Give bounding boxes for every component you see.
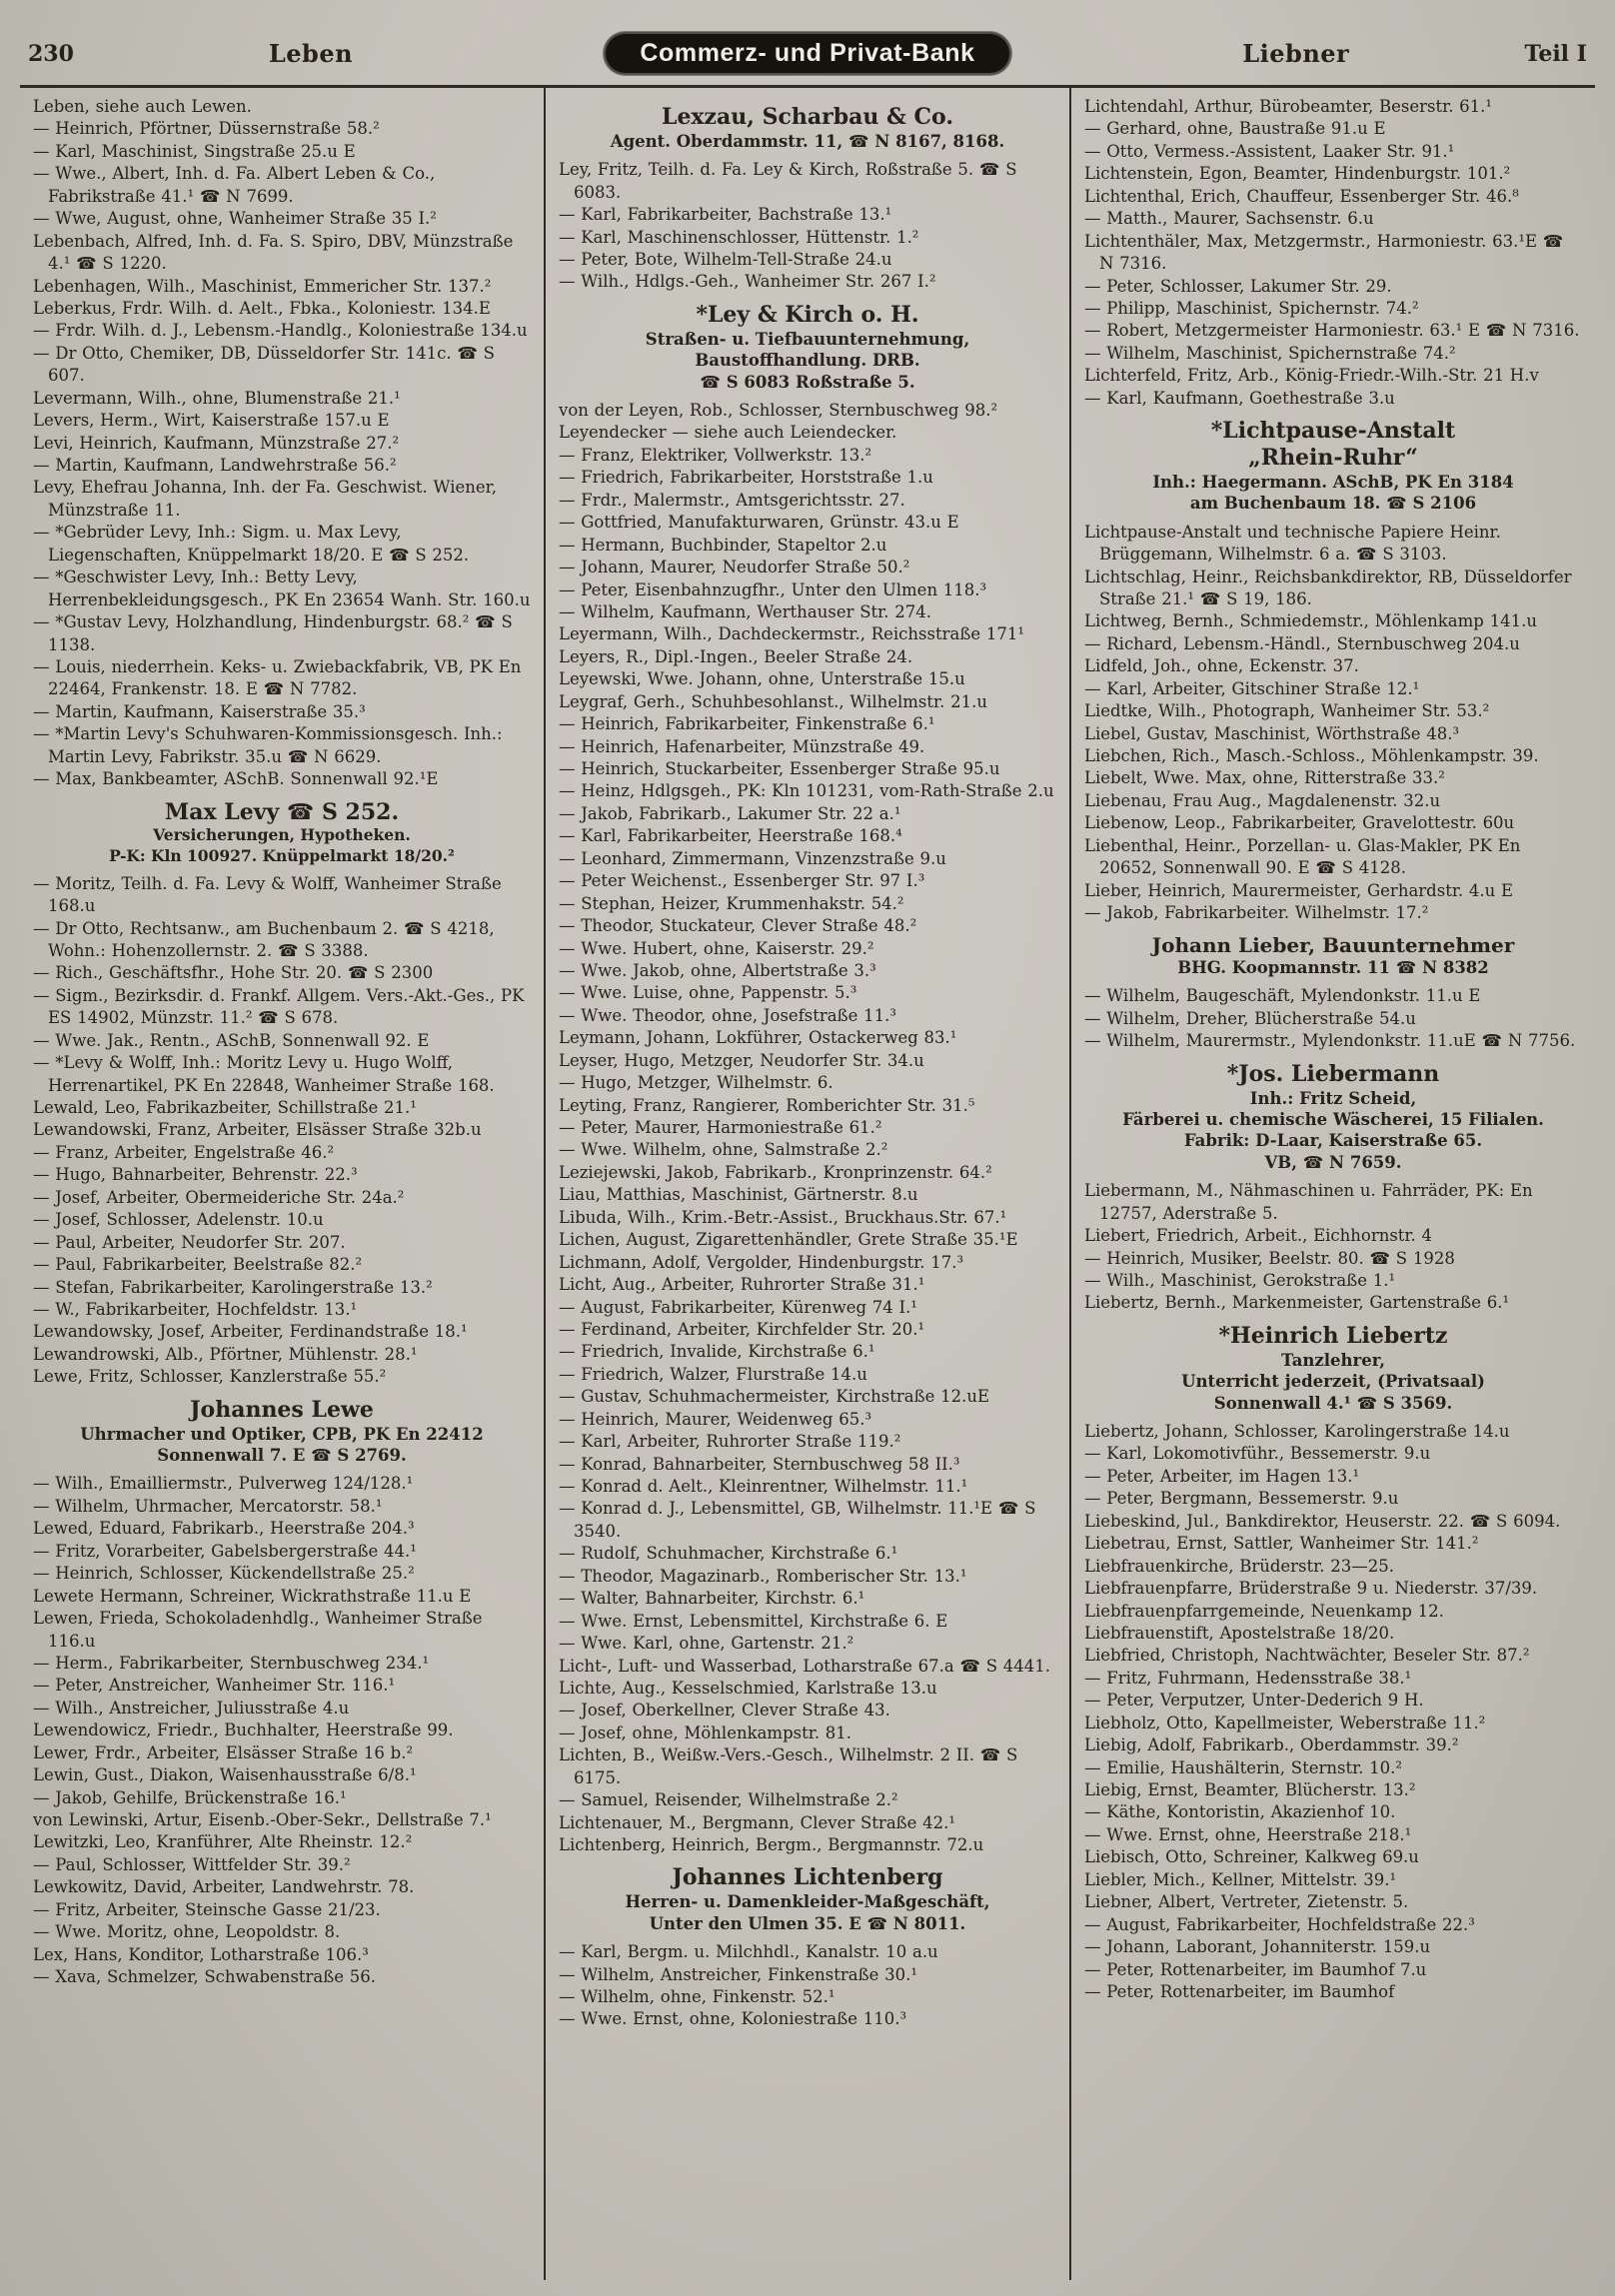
column-1 xyxy=(20,88,544,2280)
directory-entry: Lewer, Frdr., Arbeiter, Elsässer Straße 16 b.² xyxy=(33,1742,414,1762)
ad-line: Tanzlehrer, xyxy=(1281,1350,1385,1370)
directory-entry: — Wwe. Theodor, ohne, Josefstraße 11.³ xyxy=(559,1005,897,1025)
ad-line: Lexzau, Scharbau & Co. xyxy=(661,104,954,130)
ad-line: *Jos. Liebermann xyxy=(1226,1060,1440,1087)
directory-entry: — Paul, Fabrikarbeiter, Beelstraße 82.² xyxy=(33,1255,363,1275)
directory-entry: — Peter, Eisenbahnzugfhr., Unter den Ulmen 118.³ xyxy=(559,579,987,599)
directory-entry: — Peter, Bote, Wilhelm-Tell-Straße 24.u xyxy=(559,250,892,270)
directory-entry: Liebenau, Frau Aug., Magdalenenstr. 32.u xyxy=(1084,790,1441,810)
directory-entry: Lidfeld, Joh., ohne, Eckenstr. 37. xyxy=(1084,656,1359,676)
directory-entry: — Wwe, August, ohne, Wanheimer Straße 35 I.² xyxy=(33,209,437,229)
directory-entry: Lichte, Aug., Kesselschmied, Karlstraße 13.u xyxy=(559,1678,937,1698)
ad-line: Inh.: Haegermann. ASchB, PK En 3184 xyxy=(1152,472,1514,492)
display-ad xyxy=(35,799,529,866)
directory-entry: — Dr Otto, Rechtsanw., am Buchenbaum 2. ☎ S 4218, Wohn.: Hohenzollernstr. 2. ☎ S 3388. xyxy=(33,918,495,960)
directory-entry: Liebetrau, Ernst, Sattler, Wanheimer Str. 141.² xyxy=(1084,1534,1479,1554)
directory-entry: Lex, Hans, Konditor, Lotharstraße 106.³ xyxy=(33,1944,369,1964)
directory-entry: Liebertz, Bernh., Markenmeister, Gartenstraße 6.¹ xyxy=(1084,1293,1510,1313)
directory-entry: — Wwe. Wilhelm, ohne, Salmstraße 2.² xyxy=(559,1140,888,1160)
ad-line: *Heinrich Liebertz xyxy=(1218,1322,1448,1349)
directory-entry: Liedtke, Wilh., Photograph, Wanheimer Str. 53.² xyxy=(1084,701,1490,721)
directory-entry: Liebig, Ernst, Beamter, Blücherstr. 13.² xyxy=(1084,1780,1416,1800)
ad-line: am Buchenbaum 18. ☎ S 2106 xyxy=(1189,494,1477,514)
directory-entry: — Leonhard, Zimmermann, Vinzenzstraße 9.u xyxy=(559,848,946,868)
directory-entry: — Rudolf, Schuhmacher, Kirchstraße 6.¹ xyxy=(559,1544,898,1564)
directory-entry: Levy, Ehefrau Johanna, Inh. der Fa. Geschwist. Wiener, Münzstraße 11. xyxy=(33,478,497,520)
directory-entry: — Konrad, Bahnarbeiter, Sternbuschweg 58 II.³ xyxy=(559,1454,960,1474)
ad-line: Johannes Lichtenberg xyxy=(672,1864,943,1891)
header-left xyxy=(28,39,548,68)
directory-entry: Lewkowitz, David, Arbeiter, Landwehrstr. 78. xyxy=(33,1877,415,1897)
directory-entry: — Peter, Rottenarbeiter, im Baumhof xyxy=(1084,1981,1395,2001)
directory-entry: — *Geschwister Levy, Inh.: Betty Levy, Herrenbekleidungsgesch., PK En 23654 Wanh. Str. 160.u xyxy=(33,568,531,609)
directory-entry: Liebenow, Leop., Fabrikarbeiter, Gravelottestr. 60u xyxy=(1084,813,1515,833)
directory-entry: Lichtpause-Anstalt und technische Papiere Heinr. Brüggemann, Wilhelmstr. 6 a. ☎ S 3103. xyxy=(1084,522,1501,565)
directory-entry: — Karl, Lokomotivführ., Bessemerstr. 9.u xyxy=(1084,1444,1431,1464)
directory-entry: Liebelt, Wwe. Max, ohne, Ritterstraße 33.² xyxy=(1084,768,1445,788)
directory-entry: — Karl, Kaufmann, Goethestraße 3.u xyxy=(1084,388,1395,408)
directory-entry: — *Gustav Levy, Holzhandlung, Hindenburgstr. 68.² ☎ S 1138. xyxy=(33,612,513,654)
directory-entry: — Wilhelm, Uhrmacher, Mercatorstr. 58.¹ xyxy=(33,1496,383,1516)
directory-entry: Levi, Heinrich, Kaufmann, Münzstraße 27.² xyxy=(33,433,400,453)
ad-line: Inh.: Fritz Scheid, xyxy=(1249,1088,1417,1108)
display-ad xyxy=(561,104,1054,152)
directory-entry: — Franz, Elektriker, Vollwerkstr. 13.² xyxy=(559,445,872,465)
directory-entry: — Wilhelm, Anstreicher, Finkenstraße 30.¹ xyxy=(559,1964,917,1984)
ad-line: Baustoffhandlung. DRB. xyxy=(695,351,920,371)
directory-entry: Lichtweg, Bernh., Schmiedemstr., Möhlenkamp 141.u xyxy=(1084,611,1537,631)
display-ad xyxy=(1086,418,1580,515)
running-head-left: Leben xyxy=(268,39,354,68)
directory-entry: — Wwe., Albert, Inh. d. Fa. Albert Leben & Co., Fabrikstraße 41.¹ ☎ N 7699. xyxy=(33,164,436,206)
directory-entry: — August, Fabrikarbeiter, Kürenweg 74 I.¹ xyxy=(559,1297,917,1317)
ad-line: ☎ S 6083 Roßstraße 5. xyxy=(700,372,915,392)
directory-entry: — Karl, Bergm. u. Milchhdl., Kanalstr. 10 a.u xyxy=(559,1942,938,1962)
ad-line: Johann Lieber, Bauunternehmer xyxy=(1151,932,1515,957)
directory-entry: — Karl, Fabrikarbeiter, Bachstraße 13.¹ xyxy=(559,205,892,225)
directory-entry: — Stefan, Fabrikarbeiter, Karolingerstraße 13.² xyxy=(33,1277,433,1297)
directory-entry: — Friedrich, Walzer, Flurstraße 14.u xyxy=(559,1364,867,1384)
directory-entry: — Wilhelm, Kaufmann, Werthauser Str. 274. xyxy=(559,601,931,621)
directory-entry: — Theodor, Stuckateur, Clever Straße 48.² xyxy=(559,916,917,936)
ad-line: Unter den Ulmen 35. E ☎ N 8011. xyxy=(649,1913,966,1933)
directory-entry: Leyers, R., Dipl.-Ingen., Beeler Straße 24. xyxy=(559,646,913,666)
directory-entry: — Paul, Schlosser, Wittfelder Str. 39.² xyxy=(33,1854,351,1874)
directory-entry: — Wilhelm, ohne, Finkenstr. 52.¹ xyxy=(559,1987,835,2007)
directory-entry: Leben, siehe auch Lewen. xyxy=(33,97,252,116)
directory-entry: — Robert, Metzgermeister Harmoniestr. 63.¹ E ☎ N 7316. xyxy=(1084,321,1580,341)
directory-entry: — August, Fabrikarbeiter, Hochfeldstraße 22.³ xyxy=(1084,1914,1475,1934)
directory-entry: Lichen, August, Zigarettenhändler, Grete Straße 35.¹E xyxy=(559,1230,1018,1250)
directory-entry: Liebholz, Otto, Kapellmeister, Weberstraße 11.² xyxy=(1084,1713,1486,1732)
directory-entry: Licht-, Luft- und Wasserbad, Lotharstraße 67.a ☎ S 4441. xyxy=(559,1656,1051,1676)
directory-entry: — Käthe, Kontoristin, Akazienhof 10. xyxy=(1084,1802,1396,1822)
directory-entry: Liebenthal, Heinr., Porzellan- u. Glas-Makler, PK En 20652, Sonnenwall 90. E ☎ S 4128. xyxy=(1084,835,1521,878)
directory-entry: — Max, Bankbeamter, ASchB. Sonnenwall 92.¹E xyxy=(33,769,439,789)
directory-entry: Leyendecker — siehe auch Leiendecker. xyxy=(559,423,897,443)
directory-entry: — Karl, Maschinenschlosser, Hüttenstr. 1.² xyxy=(559,227,919,247)
directory-entry: Liebler, Mich., Kellner, Mittelstr. 39.¹ xyxy=(1084,1869,1397,1889)
directory-entry: — Karl, Arbeiter, Ruhrorter Straße 119.² xyxy=(559,1432,901,1452)
directory-entry: — Wwe. Jak., Rentn., ASchB, Sonnenwall 92. E xyxy=(33,1030,430,1050)
directory-entry: — Ferdinand, Arbeiter, Kirchfelder Str. 20.¹ xyxy=(559,1319,925,1339)
ad-line: Färberei u. chemische Wäscherei, 15 Filialen. xyxy=(1122,1109,1544,1129)
directory-entry: Levers, Herm., Wirt, Kaiserstraße 157.u E xyxy=(33,411,390,431)
directory-entry: Lebenhagen, Wilh., Maschinist, Emmericher Str. 137.² xyxy=(33,276,492,296)
directory-entry: — Samuel, Reisender, Wilhelmstraße 2.² xyxy=(559,1790,898,1810)
directory-entry: — Fritz, Fuhrmann, Hedensstraße 38.¹ xyxy=(1084,1668,1412,1688)
directory-entry: — Josef, Schlosser, Adelenstr. 10.u xyxy=(33,1210,324,1230)
directory-entry: Licht, Aug., Arbeiter, Ruhrorter Straße 31.¹ xyxy=(559,1275,925,1295)
directory-entry: Lewe, Fritz, Schlosser, Kanzlerstraße 55.² xyxy=(33,1367,387,1387)
directory-entry: Lewald, Leo, Fabrikazbeiter, Schillstraße 21.¹ xyxy=(33,1098,417,1118)
directory-entry: Liau, Matthias, Maschinist, Gärtnerstr. 8.u xyxy=(559,1185,918,1205)
ad-line: *Ley & Kirch o. H. xyxy=(696,301,919,328)
directory-entry: — W., Fabrikarbeiter, Hochfeldstr. 13.¹ xyxy=(33,1299,358,1319)
directory-entry: Lewandrowski, Alb., Pförtner, Mühlenstr. 28.¹ xyxy=(33,1344,418,1364)
directory-entry: — Wilh., Hdlgs.-Geh., Wanheimer Str. 267 I.² xyxy=(559,272,936,292)
ad-line: Herren- u. Damenkleider-Maßgeschäft, xyxy=(625,1892,990,1912)
ad-line: P-K: Kln 100927. Knüppelmarkt 18/20.² xyxy=(109,845,455,865)
directory-entry: Ley, Fritz, Teilh. d. Fa. Ley & Kirch, Roßstraße 5. ☎ S 6083. xyxy=(559,160,1017,202)
directory-entry: Leyser, Hugo, Metzger, Neudorfer Str. 34.u xyxy=(559,1050,924,1070)
ad-line: Max Levy ☎ S 252. xyxy=(164,798,400,825)
ad-line: VB, ☎ N 7659. xyxy=(1264,1152,1402,1172)
directory-entry: Lichtschlag, Heinr., Reichsbankdirektor, RB, Düsseldorfer Straße 21.¹ ☎ S 19, 186. xyxy=(1084,567,1572,608)
display-ad xyxy=(1086,1061,1580,1174)
directory-entry: — Heinrich, Stuckarbeiter, Essenberger Straße 95.u xyxy=(559,759,1000,779)
directory-entry: Leygraf, Gerh., Schuhbesohlanst., Wilhelmstr. 21.u xyxy=(559,691,987,711)
directory-entry: Lewin, Gust., Diakon, Waisenhausstraße 6/8.¹ xyxy=(33,1765,417,1785)
directory-entry: Leberkus, Frdr. Wilh. d. Aelt., Fbka., Koloniestr. 134.E xyxy=(33,298,491,318)
directory-entry: Liebermann, M., Nähmaschinen u. Fahrräder, PK: En 12757, Aderstraße 5. xyxy=(1084,1181,1533,1223)
directory-entry: — Fritz, Vorarbeiter, Gabelsbergerstraße 44.¹ xyxy=(33,1541,417,1561)
directory-entry: — Jakob, Fabrikarbeiter. Wilhelmstr. 17.² xyxy=(1084,903,1429,923)
directory-entry: — Karl, Fabrikarbeiter, Heerstraße 168.⁴ xyxy=(559,826,902,846)
directory-entry: — Wilh., Maschinist, Gerokstraße 1.¹ xyxy=(1084,1271,1396,1290)
directory-entry: — Jakob, Gehilfe, Brückenstraße 16.¹ xyxy=(33,1787,347,1807)
directory-columns xyxy=(20,88,1595,2280)
ad-line: Versicherungen, Hypotheken. xyxy=(153,825,411,845)
directory-entry: — Peter, Schlosser, Lakumer Str. 29. xyxy=(1084,276,1392,296)
header-center xyxy=(548,32,1067,75)
directory-entry: Lichmann, Adolf, Vergolder, Hindenburgstr. 17.³ xyxy=(559,1252,964,1272)
directory-entry: — Sigm., Bezirksdir. d. Frankf. Allgem. Vers.-Akt.-Ges., PK ES 14902, Münzstr. 11.² ☎ S 678. xyxy=(33,985,525,1028)
directory-entry: Lichtenstein, Egon, Beamter, Hindenburgstr. 101.² xyxy=(1084,164,1511,184)
directory-entry: — Peter, Verputzer, Unter-Dederich 9 H. xyxy=(1084,1691,1424,1711)
directory-entry: — Frdr., Malermstr., Amtsgerichtsstr. 27. xyxy=(559,490,905,510)
directory-entry: — Peter, Bergmann, Bessemerstr. 9.u xyxy=(1084,1489,1399,1509)
directory-entry: Lewen, Frieda, Schokoladenhdlg., Wanheimer Straße 116.u xyxy=(33,1609,483,1651)
directory-entry: — Heinrich, Hafenarbeiter, Münzstraße 49. xyxy=(559,736,925,756)
directory-entry: — Wilhelm, Maschinist, Spichernstraße 74.² xyxy=(1084,343,1456,363)
directory-entry: — Wilh., Anstreicher, Juliusstraße 4.u xyxy=(33,1698,350,1718)
directory-entry: — Heinrich, Pförtner, Düssernstraße 58.² xyxy=(33,119,380,139)
directory-entry: von Lewinski, Artur, Eisenb.-Ober-Sekr., Dellstraße 7.¹ xyxy=(33,1810,492,1829)
directory-entry: — Paul, Arbeiter, Neudorfer Str. 207. xyxy=(33,1232,346,1252)
directory-entry: — Konrad d. J., Lebensmittel, GB, Wilhelmstr. 11.¹E ☎ S 3540. xyxy=(559,1499,1036,1541)
ad-line: Unterricht jederzeit, (Privatsaal) xyxy=(1181,1372,1485,1392)
directory-entry: Lewandowski, Franz, Arbeiter, Elsässer Straße 32b.u xyxy=(33,1120,482,1140)
directory-entry: — *Levy & Wolff, Inh.: Moritz Levy u. Hugo Wolff, Herrenartikel, PK En 22848, Wanheimer Straße 168. xyxy=(33,1053,495,1095)
directory-entry: — *Gebrüder Levy, Inh.: Sigm. u. Max Levy, Liegenschaften, Knüppelmarkt 18/20. E ☎ S 252. xyxy=(33,523,470,565)
directory-entry: Lewendowicz, Friedr., Buchhalter, Heerstraße 99. xyxy=(33,1721,454,1740)
directory-entry: — Wwe. Ernst, ohne, Heerstraße 218.¹ xyxy=(1084,1824,1412,1844)
directory-entry: Lieber, Heinrich, Maurermeister, Gerhardstr. 4.u E xyxy=(1084,880,1514,900)
display-ad xyxy=(35,1397,529,1467)
ad-line: Uhrmacher und Optiker, CPB, PK En 22412 xyxy=(80,1424,484,1444)
directory-entry: Liebel, Gustav, Maschinist, Wörthstraße 48.³ xyxy=(1084,723,1460,743)
part-label: Teil I xyxy=(1524,40,1587,67)
directory-entry: — Josef, Arbeiter, Obermeideriche Str. 24a.² xyxy=(33,1187,405,1207)
display-ad xyxy=(1086,933,1580,979)
directory-entry: — Josef, ohne, Möhlenkampstr. 81. xyxy=(559,1722,852,1742)
directory-entry: Lichtenberg, Heinrich, Bergm., Bergmannstr. 72.u xyxy=(559,1835,984,1855)
directory-entry: Liebeskind, Jul., Bankdirektor, Heuserstr. 22. ☎ S 6094. xyxy=(1084,1511,1561,1531)
directory-entry: — Wwe. Luise, ohne, Pappenstr. 5.³ xyxy=(559,983,857,1003)
display-ad xyxy=(561,1864,1054,1934)
directory-entry: — Stephan, Heizer, Krummenhakstr. 54.² xyxy=(559,893,904,913)
page-number: 230 xyxy=(28,40,74,67)
directory-entry: — Wwe. Ernst, ohne, Koloniestraße 110.³ xyxy=(559,2009,907,2029)
directory-entry: Liebchen, Rich., Masch.-Schloss., Möhlenkampstr. 39. xyxy=(1084,746,1539,766)
directory-entry: — Johann, Maurer, Neudorfer Straße 50.² xyxy=(559,558,910,577)
directory-entry: Lewed, Eduard, Fabrikarb., Heerstraße 204.³ xyxy=(33,1519,415,1539)
directory-entry: — Wilh., Emailliermstr., Pulverweg 124/128.¹ xyxy=(33,1474,414,1494)
directory-entry: Libuda, Wilh., Krim.-Betr.-Assist., Bruckhaus.Str. 67.¹ xyxy=(559,1207,1007,1227)
directory-entry: — Gerhard, ohne, Baustraße 91.u E xyxy=(1084,119,1386,139)
directory-entry: — Peter, Rottenarbeiter, im Baumhof 7.u xyxy=(1084,1959,1427,1979)
directory-entry: — Frdr. Wilh. d. J., Lebensm.-Handlg., Koloniestraße 134.u xyxy=(33,321,528,341)
ad-line: *Lichtpause-Anstalt xyxy=(1210,418,1456,445)
directory-entry: Lewandowsky, Josef, Arbeiter, Ferdinandstraße 18.¹ xyxy=(33,1322,468,1342)
ad-line: Straßen- u. Tiefbauunternehmung, xyxy=(645,329,970,349)
directory-entry: — Heinrich, Musiker, Beelstr. 80. ☎ S 1928 xyxy=(1084,1248,1455,1268)
directory-entry: — Hugo, Bahnarbeiter, Behrenstr. 22.³ xyxy=(33,1165,358,1185)
directory-entry: Liebertz, Johann, Schlosser, Karolingerstraße 14.u xyxy=(1084,1422,1510,1442)
directory-entry: — Herm., Fabrikarbeiter, Sternbuschweg 234.¹ xyxy=(33,1653,430,1673)
column-2 xyxy=(544,88,1069,2280)
directory-entry: Liebfried, Christoph, Nachtwächter, Beseler Str. 87.² xyxy=(1084,1646,1530,1666)
directory-entry: — Fritz, Arbeiter, Steinsche Gasse 21/23. xyxy=(33,1899,381,1919)
directory-entry: — Wwe. Ernst, Lebensmittel, Kirchstraße 6. E xyxy=(559,1611,948,1631)
directory-entry: — Karl, Arbeiter, Gitschiner Straße 12.¹ xyxy=(1084,678,1420,698)
directory-entry: — Philipp, Maschinist, Spichernstr. 74.² xyxy=(1084,298,1419,318)
directory-entry: Leyting, Franz, Rangierer, Romberichter Str. 31.⁵ xyxy=(559,1095,975,1115)
directory-entry: — Wwe. Moritz, ohne, Leopoldstr. 8. xyxy=(33,1922,341,1942)
directory-entry: — Martin, Kaufmann, Landwehrstraße 56.² xyxy=(33,456,397,475)
ad-line: „Rhein-Ruhr“ xyxy=(1248,444,1418,471)
directory-entry: — Rich., Geschäftsfhr., Hohe Str. 20. ☎ S 2300 xyxy=(33,963,434,983)
directory-entry: Lewitzki, Leo, Kranführer, Alte Rheinstr. 12.² xyxy=(33,1832,413,1852)
directory-entry: — Otto, Vermess.-Assistent, Laaker Str. 91.¹ xyxy=(1084,141,1455,161)
display-ad xyxy=(1086,1323,1580,1414)
directory-entry: Lichtendahl, Arthur, Bürobeamter, Beserstr. 61.¹ xyxy=(1084,97,1493,116)
ad-line: Johannes Lewe xyxy=(190,1396,374,1423)
directory-entry: von der Leyen, Rob., Schlosser, Sternbuschweg 98.² xyxy=(559,401,998,421)
directory-entry: Lichtenthal, Erich, Chauffeur, Essenberger Str. 46.⁸ xyxy=(1084,186,1519,206)
directory-entry: — Wilhelm, Maurermstr., Mylendonkstr. 11.uE ☎ N 7756. xyxy=(1084,1031,1576,1051)
directory-entry: — Franz, Arbeiter, Engelstraße 46.² xyxy=(33,1142,335,1162)
directory-entry: — Walter, Bahnarbeiter, Kirchstr. 6.¹ xyxy=(559,1589,865,1609)
directory-entry: Leyermann, Wilh., Dachdeckermstr., Reichsstraße 171¹ xyxy=(559,624,1024,644)
directory-entry: — Wwe. Hubert, ohne, Kaiserstr. 29.² xyxy=(559,938,874,958)
directory-entry: Leyewski, Wwe. Johann, ohne, Unterstraße 15.u xyxy=(559,669,965,689)
column-3 xyxy=(1069,88,1595,2280)
display-ad xyxy=(561,302,1054,393)
directory-entry: Lichtenthäler, Max, Metzgermstr., Harmoniestr. 63.¹E ☎ N 7316. xyxy=(1084,231,1564,274)
directory-entry: Liebfrauenstift, Apostelstraße 18/20. xyxy=(1084,1623,1395,1643)
ad-line: Fabrik: D-Laar, Kaiserstraße 65. xyxy=(1183,1131,1483,1151)
directory-entry: — Wilhelm, Baugeschäft, Mylendonkstr. 11.u E xyxy=(1084,986,1481,1006)
ad-line: Sonnenwall 7. E ☎ S 2769. xyxy=(157,1446,407,1465)
directory-entry: Liebfrauenpfarre, Brüderstraße 9 u. Niederstr. 37/39. xyxy=(1084,1579,1538,1599)
directory-entry: Leymann, Johann, Lokführer, Ostackerweg 83.¹ xyxy=(559,1028,957,1048)
directory-entry: Lichtenauer, M., Bergmann, Clever Straße 42.¹ xyxy=(559,1812,956,1832)
directory-entry: — *Martin Levy's Schuhwaren-Kommissionsgesch. Inh.: Martin Levy, Fabrikstr. 35.u ☎ N 6629. xyxy=(33,724,503,766)
directory-entry: — Richard, Lebensm.-Händl., Sternbuschweg 204.u xyxy=(1084,633,1520,653)
directory-entry: Lebenbach, Alfred, Inh. d. Fa. S. Spiro, DBV, Münzstraße 4.¹ ☎ S 1220. xyxy=(33,231,514,274)
directory-entry: Liebner, Albert, Vertreter, Zietenstr. 5. xyxy=(1084,1892,1409,1912)
directory-entry: — Louis, niederrhein. Keks- u. Zwiebackfabrik, VB, PK En 22464, Frankenstr. 18. E ☎ N 7782. xyxy=(33,656,522,699)
directory-entry: — Theodor, Magazinarb., Romberischer Str. 13.¹ xyxy=(559,1566,967,1586)
directory-entry: Leziejewski, Jakob, Fabrikarb., Kronprinzenstr. 64.² xyxy=(559,1162,992,1182)
ad-line: Agent. Oberdammstr. 11, ☎ N 8167, 8168. xyxy=(610,131,1005,151)
directory-entry: — Friedrich, Fabrikarbeiter, Horststraße 1.u xyxy=(559,468,933,488)
directory-entry: Lewete Hermann, Schreiner, Wickrathstraße 11.u E xyxy=(33,1586,472,1606)
directory-entry: — Jakob, Fabrikarb., Lakumer Str. 22 a.¹ xyxy=(559,803,901,823)
directory-entry: — Peter Weichenst., Essenberger Str. 97 I.³ xyxy=(559,871,925,891)
directory-entry: Liebisch, Otto, Schreiner, Kalkweg 69.u xyxy=(1084,1847,1419,1867)
bank-ad-banner: Commerz- und Privat-Bank xyxy=(604,32,1010,75)
header-right xyxy=(1067,39,1587,68)
directory-entry: — Heinrich, Schlosser, Kückendellstraße 25.² xyxy=(33,1564,415,1584)
directory-entry: — Wwe. Jakob, ohne, Albertstraße 3.³ xyxy=(559,960,876,980)
directory-entry: — Wilhelm, Dreher, Blücherstraße 54.u xyxy=(1084,1008,1416,1028)
directory-entry: — Wwe. Karl, ohne, Gartenstr. 21.² xyxy=(559,1634,854,1654)
directory-entry: — Hermann, Buchbinder, Stapeltor 2.u xyxy=(559,535,887,555)
directory-entry: — Gottfried, Manufakturwaren, Grünstr. 43.u E xyxy=(559,513,959,533)
directory-entry: Levermann, Wilh., ohne, Blumenstraße 21.¹ xyxy=(33,388,401,408)
directory-entry: — Josef, Oberkellner, Clever Straße 43. xyxy=(559,1701,890,1721)
directory-entry: Liebfrauenpfarrgemeinde, Neuenkamp 12. xyxy=(1084,1601,1444,1621)
directory-entry: — Xava, Schmelzer, Schwabenstraße 56. xyxy=(33,1967,377,1987)
directory-entry: — Karl, Maschinist, Singstraße 25.u E xyxy=(33,141,356,161)
directory-entry: — Konrad d. Aelt., Kleinrentner, Wilhelmstr. 11.¹ xyxy=(559,1477,968,1497)
directory-entry: — Dr Otto, Chemiker, DB, Düsseldorfer Str. 141c. ☎ S 607. xyxy=(33,343,495,386)
directory-entry: Liebig, Adolf, Fabrikarb., Oberdammstr. 39.² xyxy=(1084,1735,1459,1755)
directory-entry: — Martin, Kaufmann, Kaiserstraße 35.³ xyxy=(33,701,366,721)
directory-entry: Liebfrauenkirche, Brüderstr. 23—25. xyxy=(1084,1556,1394,1576)
directory-entry: — Heinrich, Fabrikarbeiter, Finkenstraße 6.¹ xyxy=(559,714,935,734)
directory-entry: Lichten, B., Weißw.-Vers.-Gesch., Wilhelmstr. 2 II. ☎ S 6175. xyxy=(559,1745,1018,1787)
directory-entry: Lichterfeld, Fritz, Arb., König-Friedr.-Wilh.-Str. 21 H.v xyxy=(1084,366,1539,386)
page-header xyxy=(20,26,1595,88)
directory-entry: — Johann, Laborant, Johanniterstr. 159.u xyxy=(1084,1937,1431,1957)
directory-entry: — Emilie, Haushälterin, Sternstr. 10.² xyxy=(1084,1757,1402,1777)
directory-entry: — Heinz, Hdlgsgeh., PK: Kln 101231, vom-Rath-Straße 2.u xyxy=(559,781,1054,801)
directory-entry: — Gustav, Schuhmachermeister, Kirchstraße 12.uE xyxy=(559,1387,990,1407)
directory-entry: — Matth., Maurer, Sachsenstr. 6.u xyxy=(1084,209,1374,229)
directory-entry: — Heinrich, Maurer, Weidenweg 65.³ xyxy=(559,1409,872,1429)
directory-entry: — Hugo, Metzger, Wilhelmstr. 6. xyxy=(559,1073,833,1093)
directory-entry: — Friedrich, Invalide, Kirchstraße 6.¹ xyxy=(559,1342,875,1362)
ad-line: Sonnenwall 4.¹ ☎ S 3569. xyxy=(1213,1393,1453,1413)
directory-entry: — Peter, Maurer, Harmoniestraße 61.² xyxy=(559,1118,882,1138)
directory-entry: — Peter, Anstreicher, Wanheimer Str. 116.¹ xyxy=(33,1676,396,1696)
directory-entry: Liebert, Friedrich, Arbeit., Eichhornstr. 4 xyxy=(1084,1226,1432,1246)
directory-entry: — Peter, Arbeiter, im Hagen 13.¹ xyxy=(1084,1466,1360,1486)
ad-line: BHG. Koopmannstr. 11 ☎ N 8382 xyxy=(1177,957,1489,977)
directory-entry: — Moritz, Teilh. d. Fa. Levy & Wolff, Wanheimer Straße 168.u xyxy=(33,873,502,916)
running-head-right: Liebner xyxy=(1242,39,1350,68)
